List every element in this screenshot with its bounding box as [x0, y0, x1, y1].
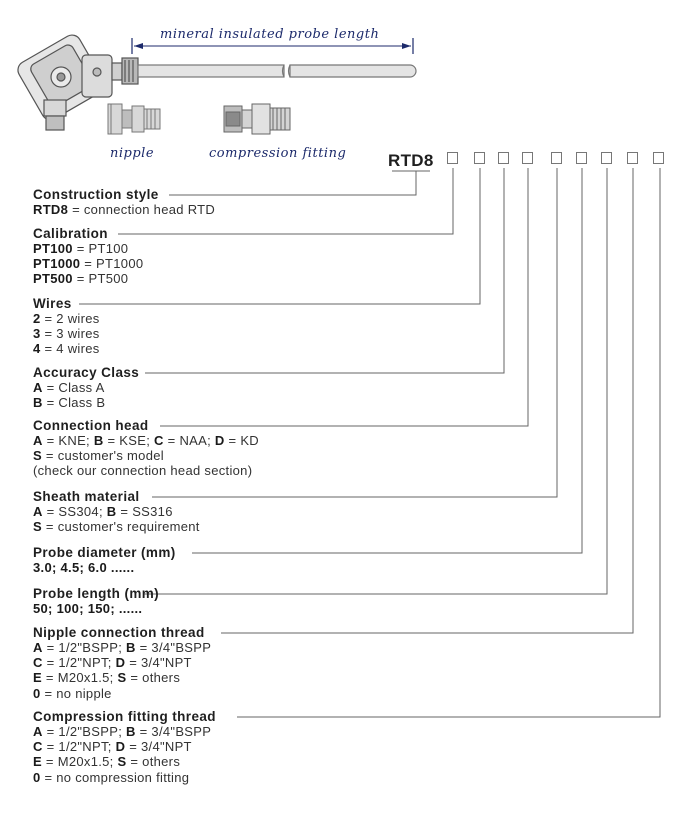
option-text: = SS316	[116, 504, 173, 519]
option-text: = 4 wires	[40, 341, 100, 357]
option-code: D	[214, 433, 225, 448]
option-line	[33, 433, 259, 448]
option-text: = M20x1.5;	[41, 670, 118, 686]
option-line	[33, 271, 128, 286]
section-header: Accuracy Class	[33, 365, 140, 380]
section-header: Sheath material	[33, 489, 140, 504]
option-code: RTD8	[33, 202, 69, 217]
section-header: Probe length (mm)	[33, 586, 160, 601]
probe-length-annotation: mineral insulated probe length	[160, 27, 380, 42]
leader-line	[160, 168, 528, 426]
option-text: = 1/2"BSPP;	[42, 640, 127, 655]
option-code: A	[33, 380, 43, 395]
option-text: = KD	[224, 433, 259, 448]
option-line	[33, 640, 211, 655]
option-text: = 1/2"BSPP;	[42, 724, 127, 739]
code-option-box	[627, 152, 638, 164]
option-line	[33, 326, 100, 341]
option-code: D	[115, 739, 126, 755]
option-text: = M20x1.5;	[41, 754, 118, 770]
nipple-annotation: nipple	[110, 146, 155, 161]
option-code: B	[106, 504, 117, 519]
option-code: E	[33, 754, 42, 770]
option-text: = PT100	[72, 241, 129, 256]
option-text: = PT1000	[80, 256, 144, 272]
leader-line	[192, 168, 582, 553]
option-text: = 3/4"BSPP	[135, 724, 212, 739]
option-text: = 1/2"NPT;	[42, 739, 116, 755]
section-header: Probe diameter (mm)	[33, 545, 176, 560]
option-code: B	[126, 640, 136, 655]
option-line	[33, 241, 128, 256]
option-line	[33, 448, 164, 463]
option-text: = no nipple	[40, 685, 112, 701]
leader-line	[169, 171, 416, 195]
option-code: 0	[33, 685, 41, 701]
option-code: A	[33, 504, 43, 519]
option-code: B	[126, 724, 136, 739]
option-line	[33, 380, 105, 395]
option-code: D	[115, 655, 126, 671]
code-option-box	[447, 152, 458, 164]
option-text: = no compression fitting	[40, 769, 190, 785]
option-code: A	[33, 433, 43, 448]
section-header: Wires	[33, 296, 72, 311]
option-line	[33, 686, 112, 701]
option-line	[33, 311, 100, 326]
option-line	[33, 519, 200, 534]
code-option-box	[551, 152, 562, 164]
option-code: S	[117, 670, 127, 686]
probe-sheath	[138, 65, 416, 77]
option-line	[33, 395, 105, 410]
compression-fitting-illustration	[224, 104, 290, 134]
option-code: C	[154, 433, 164, 448]
option-line	[33, 504, 173, 519]
leader-line	[145, 168, 504, 373]
option-code: C	[33, 655, 43, 671]
option-code: 50; 100; 150; ......	[33, 601, 143, 616]
option-code: S	[33, 448, 42, 464]
option-text: = NAA;	[163, 433, 215, 448]
option-code: A	[33, 724, 43, 739]
option-line	[33, 463, 252, 478]
option-line	[33, 560, 134, 575]
option-line	[33, 754, 180, 769]
section-header: Compression fitting thread	[33, 709, 216, 724]
option-line	[33, 739, 192, 754]
option-code: 2	[33, 311, 41, 326]
option-text: = 3/4"BSPP	[135, 640, 212, 655]
leader-line	[144, 168, 607, 594]
option-text: = 3/4"NPT	[125, 655, 192, 671]
option-code: S	[117, 754, 127, 770]
section-header: Calibration	[33, 226, 108, 241]
option-line	[33, 670, 180, 685]
code-option-box	[576, 152, 587, 164]
option-code: C	[33, 739, 43, 755]
option-text: = KSE;	[103, 433, 155, 448]
option-text: = 2 wires	[40, 311, 100, 326]
code-option-box	[498, 152, 509, 164]
model-code: RTD8	[388, 151, 434, 170]
option-text: = SS304;	[42, 504, 107, 519]
option-code: B	[33, 395, 43, 411]
option-text: = KNE;	[42, 433, 94, 448]
option-text: = customer's requirement	[41, 519, 200, 535]
option-text: = customer's model	[41, 448, 164, 464]
option-text: = others	[126, 670, 181, 686]
compression-fitting-annotation: compression fitting	[209, 146, 347, 161]
option-text: = PT500	[72, 271, 129, 287]
option-text: = Class A	[42, 380, 105, 395]
code-option-box	[474, 152, 485, 164]
option-code: E	[33, 670, 42, 686]
code-option-box	[601, 152, 612, 164]
option-code: 3.0; 4.5; 6.0 ......	[33, 560, 135, 575]
option-code: A	[33, 640, 43, 655]
code-option-box	[522, 152, 533, 164]
option-code: B	[93, 433, 104, 448]
option-code: S	[33, 519, 42, 535]
option-text: = 1/2"NPT;	[42, 655, 116, 671]
leader-line	[118, 168, 453, 234]
option-text: = 3/4"NPT	[125, 739, 192, 755]
section-header: Nipple connection thread	[33, 625, 205, 640]
option-code: 4	[33, 341, 41, 357]
option-code: PT500	[33, 271, 73, 287]
option-text: = connection head RTD	[68, 202, 216, 217]
option-line	[33, 724, 211, 739]
nipple-illustration	[108, 104, 160, 134]
option-line	[33, 601, 142, 616]
option-code: 3	[33, 326, 41, 342]
option-code: 0	[33, 769, 41, 785]
option-text: (check our connection head section)	[33, 463, 253, 479]
option-line	[33, 202, 215, 217]
leader-line	[237, 168, 660, 717]
option-line	[33, 655, 192, 670]
option-text: = Class B	[42, 395, 106, 411]
option-text: = 3 wires	[40, 326, 100, 342]
section-header: Connection head	[33, 418, 149, 433]
option-line	[33, 341, 100, 356]
leader-line	[221, 168, 633, 633]
section-header: Construction style	[33, 187, 159, 202]
code-option-box	[653, 152, 664, 164]
option-text: = others	[126, 754, 181, 770]
option-line	[33, 256, 143, 271]
option-line	[33, 770, 189, 785]
option-code: PT100	[33, 241, 73, 256]
option-code: PT1000	[33, 256, 81, 272]
